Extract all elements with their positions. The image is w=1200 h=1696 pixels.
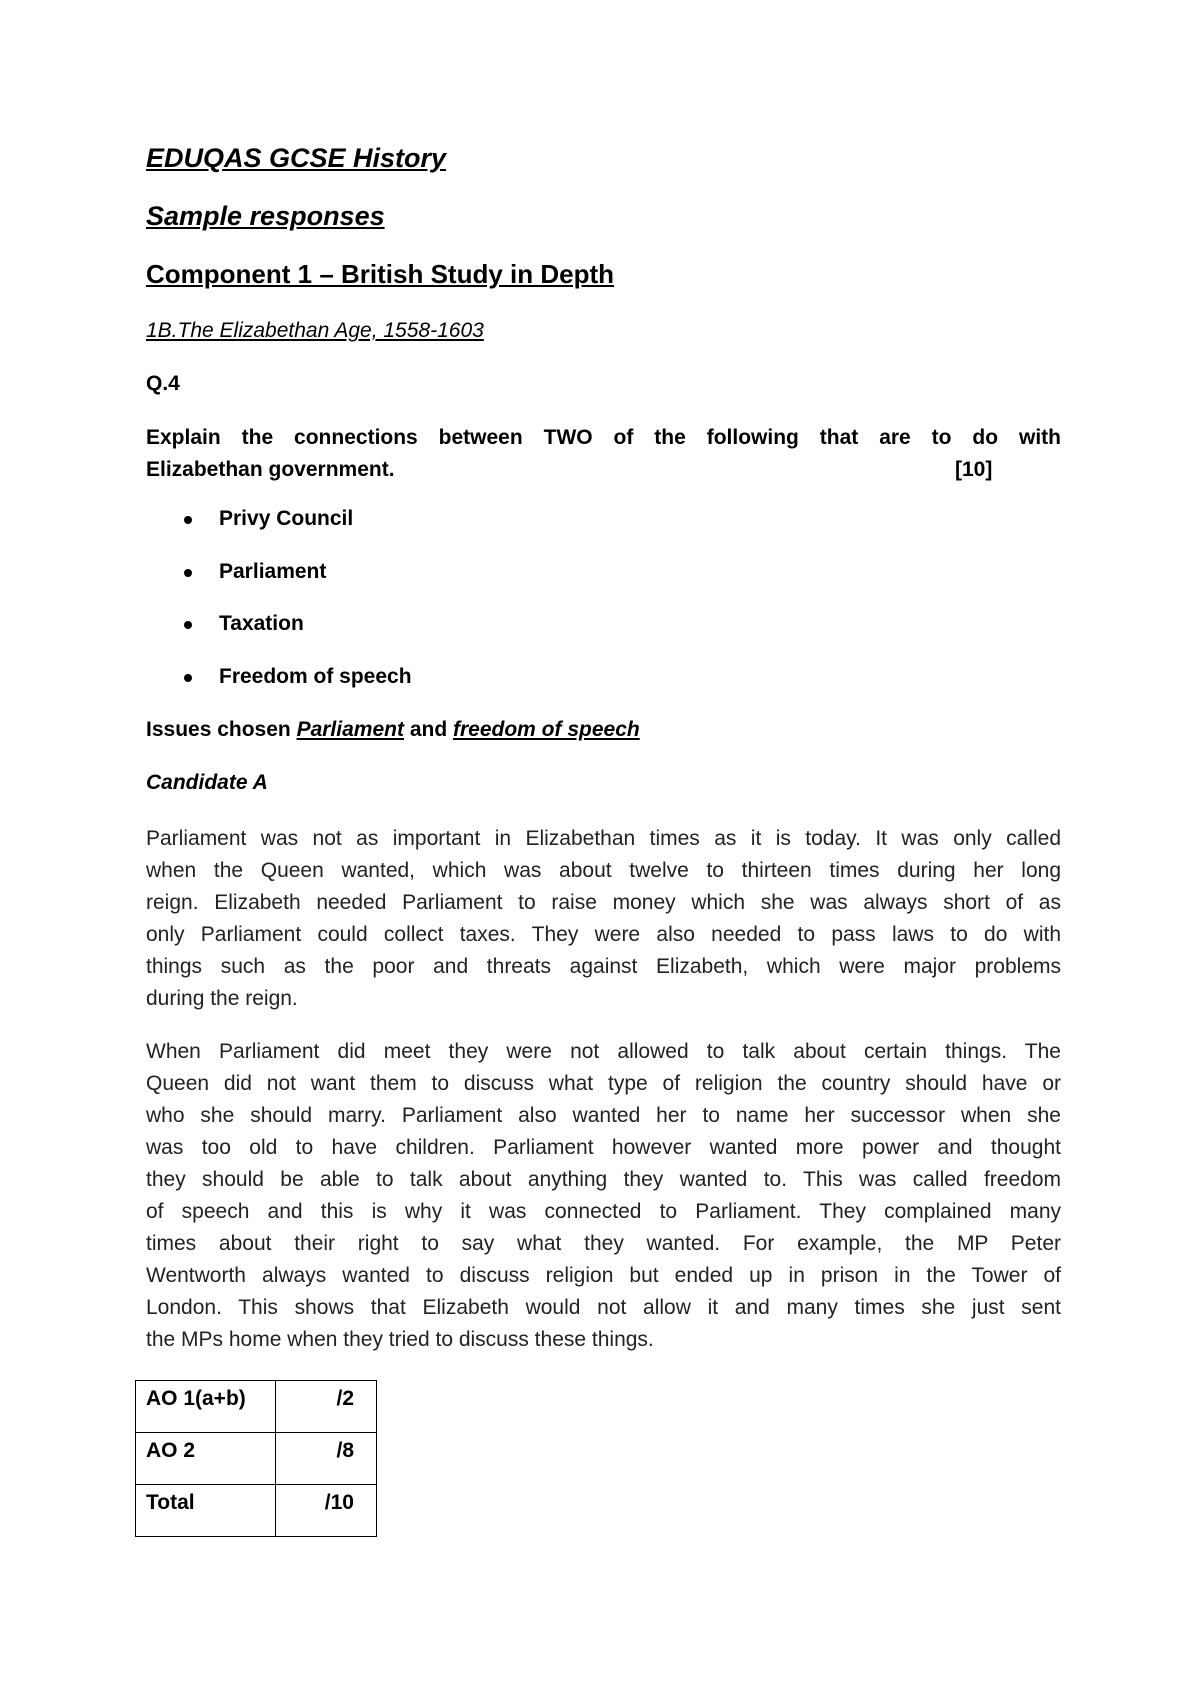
table-cell-label: AO 1(a+b): [136, 1381, 276, 1433]
issues-joiner: and: [409, 718, 448, 741]
bullet-icon: [184, 621, 192, 629]
question-marks: [10]: [955, 458, 993, 481]
list-item: [146, 560, 412, 613]
paragraph-line: Queen did not want them to discuss what type of religion the country should have or: [146, 1072, 1061, 1095]
paragraph-line: they should be able to talk about anything they wanted to. This was called freedom: [146, 1168, 1061, 1191]
table-row: [136, 1433, 377, 1485]
table-row: [136, 1381, 377, 1433]
question-line-2: [146, 454, 1061, 486]
paragraph-line: reign. Elizabeth needed Parliament to raise money which she was always short of as: [146, 891, 1061, 914]
issues-chosen: [146, 718, 640, 742]
bullet-icon: [184, 516, 192, 524]
issue-first: Parliament: [296, 718, 404, 741]
paragraph-line: times about their right to say what they wanted. For example, the MP Peter: [146, 1232, 1061, 1255]
unit-heading: 1B.The Elizabethan Age, 1558-1603: [146, 319, 484, 342]
marks-table: [135, 1380, 377, 1537]
question-line-2-text: Elizabethan government.: [146, 458, 395, 481]
response-paragraph-2: [146, 1036, 1061, 1356]
paragraph-line: when the Queen wanted, which was about twelve to thirteen times during her long: [146, 859, 1061, 882]
question-text: [146, 422, 1061, 486]
option-label: Taxation: [219, 612, 304, 635]
paragraph-line: London. This shows that Elizabeth would not allow it and many times she just sent: [146, 1296, 1061, 1319]
document-title: EDUQAS GCSE History: [146, 143, 447, 173]
table-cell-label: AO 2: [136, 1433, 276, 1485]
table-cell-label: Total: [136, 1485, 276, 1537]
response-paragraph-1: [146, 823, 1061, 1015]
document-subtitle: Sample responses: [146, 201, 385, 231]
candidate-label: Candidate A: [146, 771, 268, 794]
paragraph-line: of speech and this is why it was connected to Parliament. They complained many: [146, 1200, 1061, 1223]
option-label: Privy Council: [219, 507, 354, 530]
paragraph-line: who she should marry. Parliament also wanted her to name her successor when she: [146, 1104, 1061, 1127]
table-cell-score: /10: [276, 1485, 377, 1537]
table-cell-score: /2: [276, 1381, 377, 1433]
table-cell-score: /8: [276, 1433, 377, 1485]
paragraph-line: Wentworth always wanted to discuss religion but ended up in prison in the Tower of: [146, 1264, 1061, 1287]
bullet-icon: [184, 674, 192, 682]
list-item: [146, 507, 412, 560]
paragraph-line: was too old to have children. Parliament however wanted more power and thought: [146, 1136, 1061, 1159]
paragraph-line: only Parliament could collect taxes. They were also needed to pass laws to do with: [146, 923, 1061, 946]
list-item: [146, 665, 412, 718]
question-options-list: [146, 507, 412, 717]
question-line-1: Explain the connections between TWO of the following that are to do with: [146, 426, 1061, 449]
paragraph-line: things such as the poor and threats against Elizabeth, which were major problems: [146, 955, 1061, 978]
paragraph-line: the MPs home when they tried to discuss these things.: [146, 1328, 654, 1351]
paragraph-line: during the reign.: [146, 987, 298, 1010]
list-item: [146, 612, 412, 665]
paragraph-line: Parliament was not as important in Elizabethan times as it is today. It was only called: [146, 827, 1061, 850]
issues-prefix: Issues chosen: [146, 718, 291, 741]
option-label: Freedom of speech: [219, 664, 412, 688]
bullet-icon: [184, 569, 192, 577]
issue-second: freedom of speech: [453, 718, 640, 741]
paragraph-line: When Parliament did meet they were not allowed to talk about certain things. The: [146, 1040, 1061, 1063]
question-number: Q.4: [146, 372, 180, 395]
table-row: [136, 1485, 377, 1537]
option-label: Parliament: [219, 559, 327, 583]
component-heading: Component 1 – British Study in Depth: [146, 259, 615, 289]
